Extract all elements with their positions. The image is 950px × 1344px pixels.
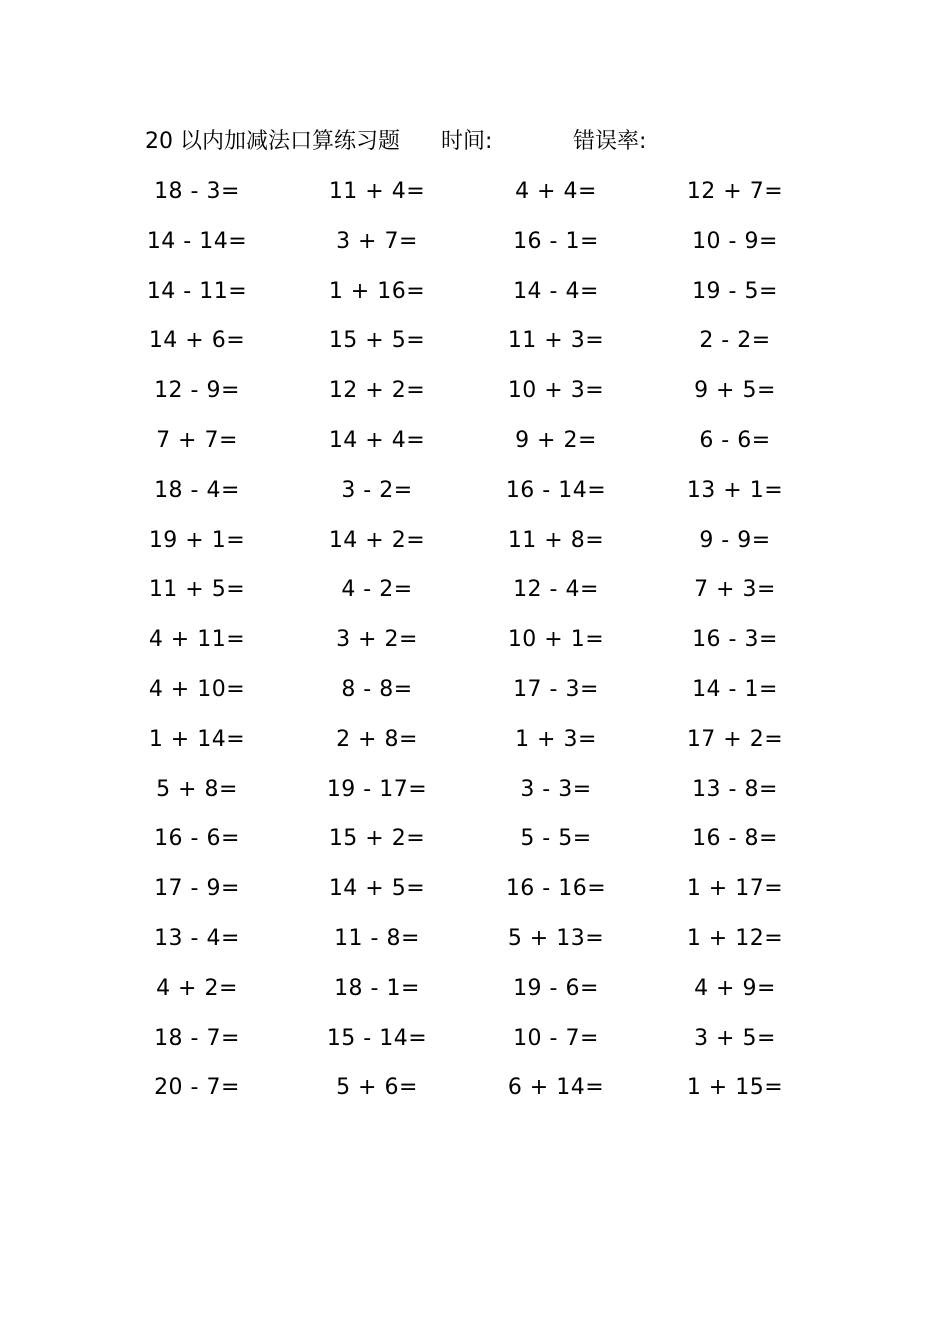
problem-row: [0, 919, 950, 969]
time-label: 时间:: [441, 129, 493, 154]
problem-item: 10 - 9=: [692, 228, 778, 254]
problem-row: [0, 172, 950, 222]
problem-item: 14 + 6=: [148, 328, 246, 354]
problem-item: 1 + 12=: [686, 925, 784, 951]
problem-item: 4 + 2=: [156, 975, 238, 1001]
problem-item: 18 - 4=: [154, 477, 240, 503]
problem-item: 16 - 3=: [692, 627, 778, 653]
problem-item: 5 - 5=: [520, 826, 592, 852]
problem-item: 4 + 11=: [148, 627, 246, 653]
problem-row: [0, 620, 950, 670]
problem-row: [0, 321, 950, 371]
problem-item: 11 + 8=: [507, 527, 605, 553]
problem-item: 11 - 8=: [334, 925, 420, 951]
problem-item: 18 - 1=: [334, 975, 420, 1001]
problem-row: [0, 521, 950, 571]
problem-item: 10 + 1=: [507, 627, 605, 653]
problem-item: 12 - 4=: [513, 577, 599, 603]
problem-item: 14 + 5=: [328, 876, 426, 902]
problem-item: 4 - 2=: [341, 577, 413, 603]
problem-item: 9 + 5=: [694, 378, 776, 404]
problem-item: 14 - 4=: [513, 278, 599, 304]
problem-row: [0, 770, 950, 820]
problem-item: 17 + 2=: [686, 726, 784, 752]
problem-item: 1 + 14=: [148, 726, 246, 752]
problem-item: 5 + 6=: [336, 1075, 418, 1101]
problem-row: [0, 720, 950, 770]
problem-row: [0, 869, 950, 919]
problem-item: 3 - 3=: [520, 776, 592, 802]
error-rate-label: 错误率:: [573, 129, 647, 154]
problem-item: 11 + 4=: [328, 179, 426, 204]
problem-item: 14 + 4=: [328, 427, 426, 453]
problem-item: 16 - 14=: [505, 477, 607, 503]
problem-item: 3 + 7=: [336, 228, 418, 254]
problem-item: 10 + 3=: [507, 378, 605, 404]
problem-item: 14 - 1=: [692, 676, 778, 702]
problem-item: 6 - 6=: [699, 427, 771, 453]
problem-item: 15 + 5=: [328, 328, 426, 354]
problem-row: [0, 371, 950, 421]
problem-item: 11 + 3=: [507, 328, 605, 354]
problem-item: 16 - 8=: [692, 826, 778, 852]
problem-item: 7 + 3=: [694, 577, 776, 603]
problem-item: 12 + 2=: [328, 378, 426, 404]
problem-item: 1 + 17=: [686, 876, 784, 902]
problem-item: 19 - 17=: [326, 776, 428, 802]
problem-grid: [0, 172, 950, 1118]
problem-item: 7 + 7=: [156, 427, 238, 453]
problem-item: 9 - 9=: [699, 527, 771, 553]
problem-item: 17 - 3=: [513, 676, 599, 702]
problem-row: [0, 222, 950, 272]
problem-row: [0, 1068, 950, 1118]
problem-item: 17 - 9=: [154, 876, 240, 902]
problem-item: 4 + 4=: [515, 179, 597, 204]
problem-row: [0, 819, 950, 869]
problem-row: [0, 471, 950, 521]
problem-item: 12 + 7=: [686, 179, 784, 204]
problem-item: 3 + 5=: [694, 1025, 776, 1051]
problem-item: 18 - 7=: [154, 1025, 240, 1051]
problem-row: [0, 421, 950, 471]
worksheet-header: [0, 124, 950, 160]
problem-item: 19 - 6=: [513, 975, 599, 1001]
problem-item: 1 + 3=: [515, 726, 597, 752]
problem-item: 13 - 4=: [154, 925, 240, 951]
problem-row: [0, 272, 950, 322]
problem-item: 16 - 16=: [505, 876, 607, 902]
problem-row: [0, 570, 950, 620]
problem-item: 20 - 7=: [154, 1075, 240, 1101]
problem-item: 1 + 15=: [686, 1075, 784, 1101]
problem-item: 14 - 11=: [146, 278, 248, 304]
problem-item: 2 - 2=: [699, 328, 771, 354]
problem-item: 3 - 2=: [341, 477, 413, 503]
problem-item: 18 - 3=: [154, 179, 240, 204]
problem-item: 11 + 5=: [148, 577, 246, 603]
problem-item: 19 - 5=: [692, 278, 778, 304]
problem-item: 16 - 6=: [154, 826, 240, 852]
problem-item: 4 + 9=: [694, 975, 776, 1001]
problem-row: [0, 670, 950, 720]
problem-item: 15 + 2=: [328, 826, 426, 852]
problem-item: 4 + 10=: [148, 676, 246, 702]
worksheet-title: 20 以内加减法口算练习题: [145, 129, 400, 154]
problem-item: 9 + 2=: [515, 427, 597, 453]
problem-item: 15 - 14=: [326, 1025, 428, 1051]
problem-item: 10 - 7=: [513, 1025, 599, 1051]
problem-item: 6 + 14=: [507, 1075, 605, 1101]
problem-item: 19 + 1=: [148, 527, 246, 553]
problem-item: 13 - 8=: [692, 776, 778, 802]
problem-item: 12 - 9=: [154, 378, 240, 404]
problem-row: [0, 969, 950, 1019]
problem-item: 8 - 8=: [341, 676, 413, 702]
problem-item: 14 + 2=: [328, 527, 426, 553]
problem-item: 16 - 1=: [513, 228, 599, 254]
problem-item: 2 + 8=: [336, 726, 418, 752]
problem-item: 13 + 1=: [686, 477, 784, 503]
problem-row: [0, 1019, 950, 1069]
problem-item: 3 + 2=: [336, 627, 418, 653]
problem-item: 5 + 13=: [507, 925, 605, 951]
problem-item: 14 - 14=: [146, 228, 248, 254]
problem-item: 1 + 16=: [328, 278, 426, 304]
problem-item: 5 + 8=: [156, 776, 238, 802]
